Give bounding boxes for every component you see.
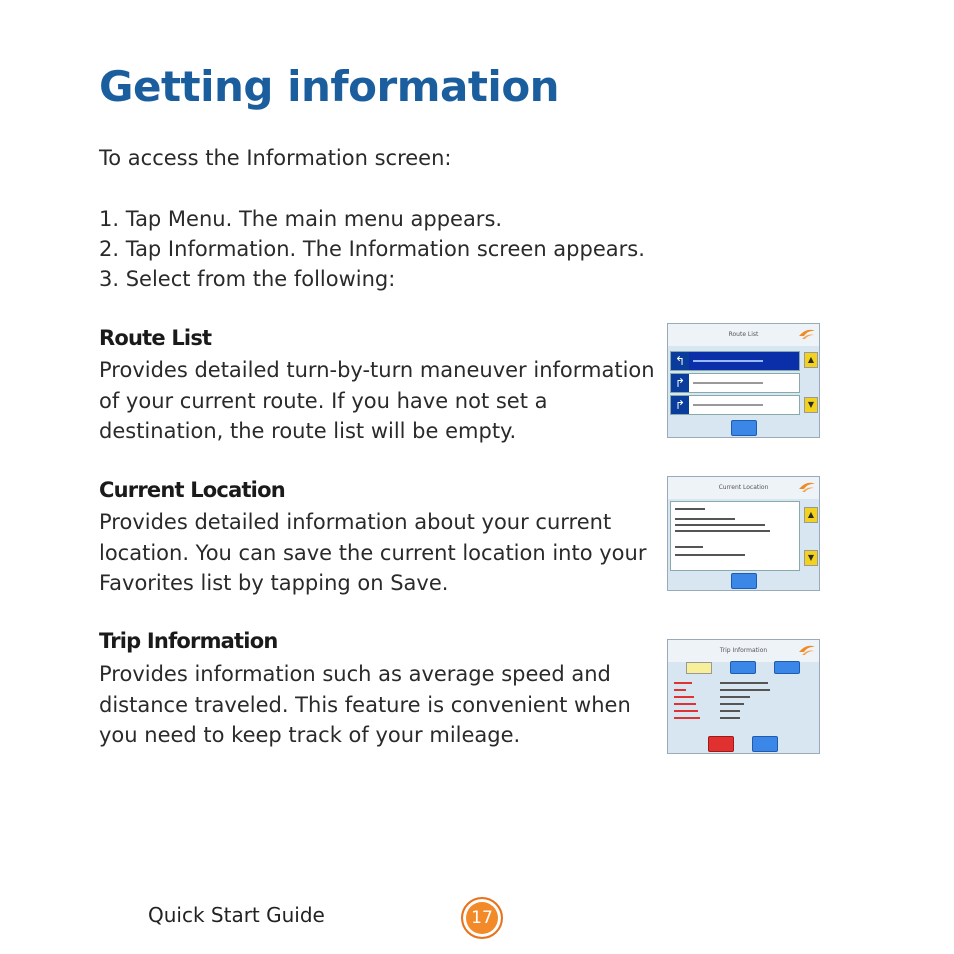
- turn-left-icon: ↰: [671, 352, 689, 370]
- trip-tab-thumb: [774, 661, 800, 674]
- route-row: [670, 395, 800, 415]
- step-item: 2. Tap Information. The Information screen appears.: [99, 237, 645, 261]
- body-line: Provides detailed turn-by-turn maneuver information: [99, 358, 655, 382]
- scroll-up-icon: ▲: [804, 352, 818, 368]
- body-line: distance traveled. This feature is convenient when: [99, 692, 631, 717]
- section-body-trip-information: [99, 659, 659, 751]
- page-title: Getting information: [99, 62, 560, 111]
- back-button-thumb: [752, 736, 778, 752]
- step-item: 3. Select from the following:: [99, 267, 396, 291]
- intro-text: To access the Information screen:: [99, 146, 452, 170]
- section-title-current-location: Current Location: [99, 478, 285, 502]
- step-item: 1. Tap Menu. The main menu appears.: [99, 207, 503, 231]
- body-line: Favorites list by tapping on Save.: [99, 571, 449, 595]
- back-button-thumb: [731, 420, 757, 436]
- turn-right-icon: ↱: [671, 396, 689, 414]
- route-row: [670, 351, 800, 371]
- route-row: [670, 373, 800, 393]
- scroll-down-icon: ▼: [804, 397, 818, 413]
- route-list-screenshot: [667, 323, 820, 438]
- scroll-up-icon: ▲: [804, 507, 818, 523]
- logo-swirl-icon: [798, 327, 816, 341]
- body-line: Provides detailed information about your current: [99, 510, 612, 534]
- reset-button-thumb: [708, 736, 734, 752]
- trip-tab-thumb: [730, 661, 756, 674]
- thumb-header: Trip Information: [668, 640, 819, 662]
- body-line: location. You can save the current location into your: [99, 540, 647, 565]
- save-button-thumb: [731, 573, 757, 589]
- logo-swirl-icon: [798, 480, 816, 494]
- logo-swirl-icon: [798, 643, 816, 657]
- steps-list: [99, 204, 645, 294]
- trip-information-screenshot: [667, 639, 820, 754]
- body-line: Provides information such as average speed and: [99, 662, 611, 686]
- trip-tab-thumb: [686, 662, 712, 674]
- body-line: destination, the route list will be empty.: [99, 419, 517, 443]
- footer-guide-name: Quick Start Guide: [148, 903, 325, 927]
- body-line: you need to keep track of your mileage.: [99, 723, 521, 747]
- scroll-down-icon: ▼: [804, 550, 818, 566]
- section-title-trip-information: Trip Information: [99, 629, 278, 653]
- section-body-route-list: [99, 355, 659, 447]
- page-number-badge: 17: [461, 897, 503, 939]
- body-line: of your current route. If you have not set a: [99, 388, 548, 413]
- thumb-header: Current Location: [668, 477, 819, 499]
- section-body-current-location: [99, 507, 659, 599]
- section-title-route-list: Route List: [99, 326, 212, 350]
- location-info-box: [670, 501, 800, 571]
- current-location-screenshot: [667, 476, 820, 591]
- thumb-header: Route List: [668, 324, 819, 346]
- turn-right-icon: ↱: [671, 374, 689, 392]
